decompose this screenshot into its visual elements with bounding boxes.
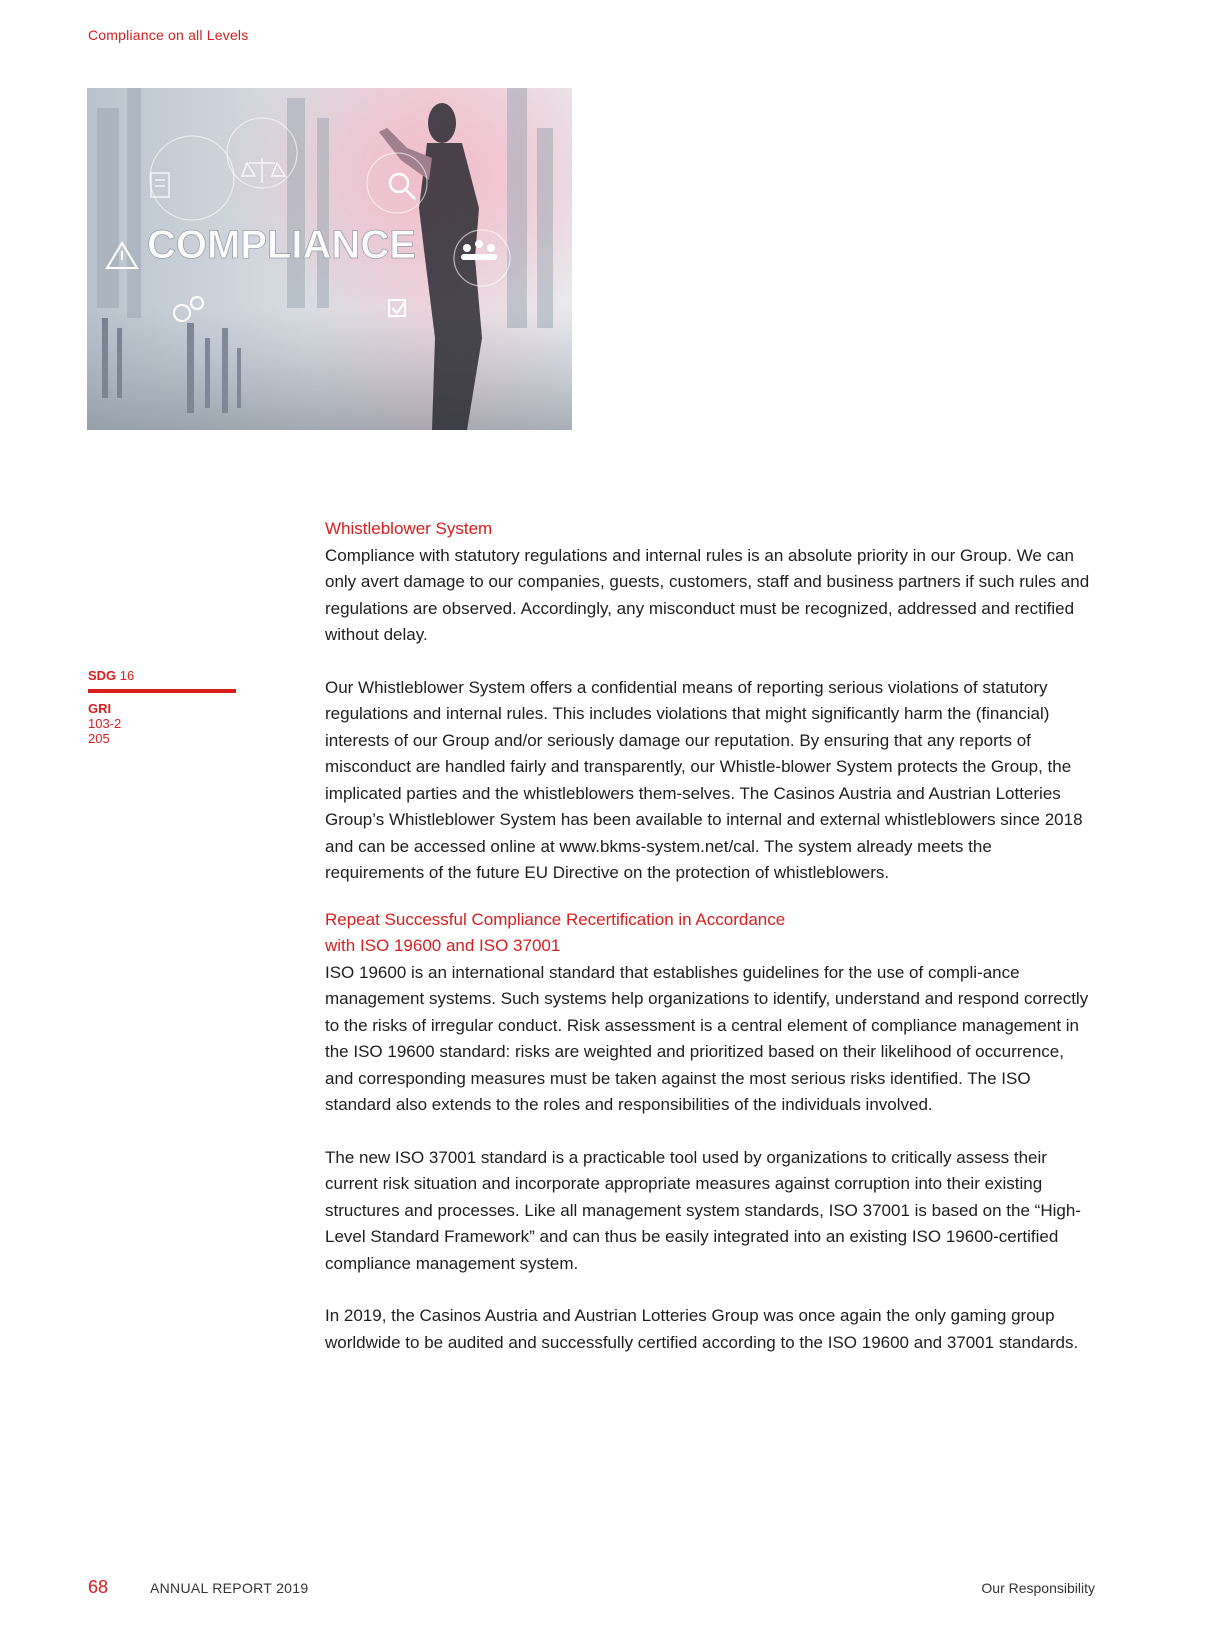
hero-image (87, 88, 572, 430)
main-content (325, 516, 1095, 1356)
sidebar-references (88, 668, 236, 746)
gri-reference: GRI 103-2 205 (88, 701, 236, 746)
gri-value: 103-2 (88, 716, 122, 731)
sidebar-divider (88, 689, 236, 693)
paragraph: ISO 19600 is an international standard that establishes guidelines for the use of compli-ance management systems. Such systems help organizations to identify, understand and respond correctly to the risks of irregular conduct. Risk assessment is a central element of compliance management in the ISO 19600 standard: risks are weighted and prioritized based on their likelihood of occurrence, and corresponding measures must be taken against the most serious risks identified. The ISO standard also extends to the roles and responsibilities of the individuals involved. (325, 962, 1089, 1114)
section-heading-recertification: Repeat Successful Compliance Recertification in Accordance with ISO 19600 and ISO 37001 (325, 909, 786, 955)
section-title: Our Responsibility (981, 1580, 1095, 1596)
sdg-reference: SDG 16 (88, 668, 135, 683)
page-number: 68 (88, 1577, 109, 1597)
running-title: Compliance on all Levels (88, 27, 249, 43)
report-title: ANNUAL REPORT 2019 (150, 1580, 309, 1596)
hero-word: COMPLIANCE (147, 223, 416, 267)
paragraph: The new ISO 37001 standard is a practicable tool used by organizations to critically assess their current risk situation and incorporate appropriate measures against corruption into their existing structures and processes. Like all management system standards, ISO 37001 is based on the “High-Level Standard Framework” and can thus be easily integrated into an existing ISO 19600-certified compliance management system. (325, 1147, 1081, 1273)
paragraph: Our Whistleblower System offers a confidential means of reporting serious violations of statutory regulations and internal rules. This includes violations that might significantly harm the (financial) interests of our Group and/or seriously damage our reputation. By ensuring that any reports of misconduct are handled fairly and transparently, our Whistle-blower System protects the Group, the implicated parties and the whistleblowers them-selves. The Casinos Austria and Austrian Lotteries Group’s Whistleblower System has been available to internal and external whistleblowers since 2018 and can be accessed online at www.bkms-system.net/cal. The system already meets the requirements of the future EU Directive on the protection of whistleblowers. (325, 677, 1083, 882)
gri-value: 205 (88, 731, 110, 746)
section-heading-whistleblower: Whistleblower System (325, 519, 493, 538)
paragraph: In 2019, the Casinos Austria and Austrian Lotteries Group was once again the only gaming group worldwide to be audited and successfully certified according to the ISO 19600 and 37001 standards. (325, 1306, 1079, 1352)
paragraph: Compliance with statutory regulations and internal rules is an absolute priority in our Group. We can only avert damage to our companies, guests, customers, staff and business partners if such rules and regulations are observed. Accordingly, any misconduct must be recognized, addressed and rectified without delay. (325, 545, 1090, 644)
